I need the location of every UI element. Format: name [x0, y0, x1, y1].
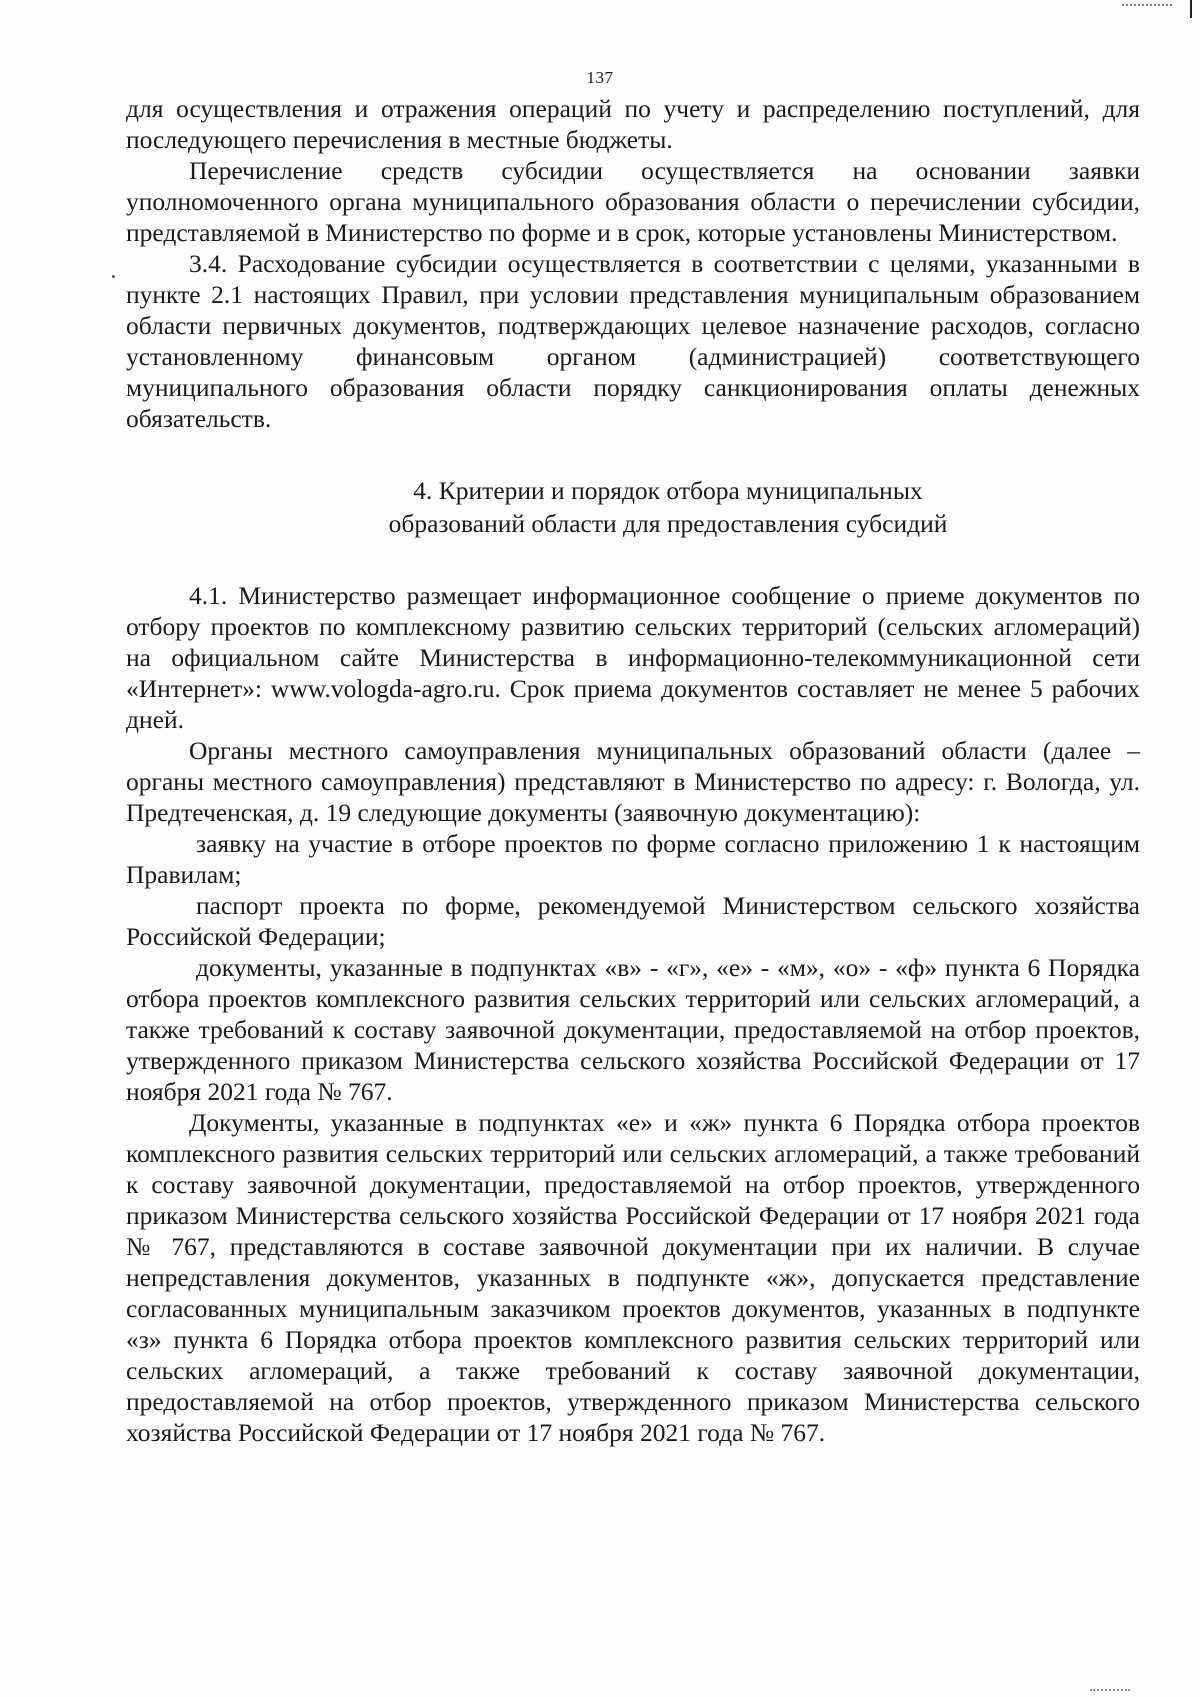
list-item-documents: документы, указанные в подпунктах «в» - «г», «е» - «м», «о» - «ф» пункта 6 Порядка отбора проектов комплексного развития сельских территорий или сельских агломераций, а также требований к составу заявочной документации, предоставляемой на отбор проектов, утвержденного приказом Министерства сельского хозяйства Российской Федерации от 17 ноября 2021 года № 767. [126, 953, 1140, 1106]
section-heading-line-2: образований области для предоставления субсидий [388, 509, 948, 538]
paragraph-continuation: для осуществления и отражения операций по учету и распределению поступлений, для последующего перечисления в местные бюджеты. [126, 94, 1140, 154]
scan-edge-mark [1190, 0, 1200, 18]
paragraph-local-authorities: Органы местного самоуправления муниципальных образований области (далее – органы местного самоуправления) представляют в Министерство по адресу: г. Вологда, ул. Предтеченская, д. 19 следующие документы (заявочную документацию): [126, 736, 1140, 827]
margin-dot [112, 275, 115, 278]
document-body [126, 93, 1140, 1448]
list-item-passport: паспорт проекта по форме, рекомендуемой Министерством сельского хозяйства Российской Федерации; [126, 891, 1140, 951]
scan-edge-dots-bottom [1090, 1685, 1130, 1691]
paragraph-documents-note: Документы, указанные в подпунктах «е» и «ж» пункта 6 Порядка отбора проектов комплексного развития сельских территорий или сельских агломераций, а также требований к составу заявочной документации, предоставляемой на отбор проектов, утвержденного приказом Министерства сельского хозяйства Российской Федерации от 17 ноября 2021 года № 767, представляются в составе заявочной документации при их наличии. В случае непредставления документов, указанных в подпункте «ж», допускается представление согласованных муниципальным заказчиком проектов документов, указанных в подпункте «з» пункта 6 Порядка отбора проектов комплексного развития сельских территорий или сельских агломераций, а также требований к составу заявочной документации, предоставляемой на отбор проектов, утвержденного приказом Министерства сельского хозяйства Российской Федерации от 17 ноября 2021 года № 767. [126, 1108, 1140, 1447]
scan-edge-dots [1122, 0, 1172, 6]
paragraph-4-1: 4.1. Министерство размещает информационное сообщение о приеме документов по отбору проектов по комплексному развитию сельских территорий (сельских агломераций) на официальном сайте Министерства в информационно-телекоммуникационной сети «Интернет»: www.vologda-agro.ru. Срок приема документов составляет не менее 5 рабочих дней. [126, 581, 1140, 734]
section-heading-line-1: 4. Критерии и порядок отбора муниципальных [413, 476, 923, 505]
paragraph-transfer: Перечисление средств субсидии осуществляется на основании заявки уполномоченного органа муниципального образования области о перечислении субсидии, представляемой в Министерство по форме и в срок, которые установлены Министерством. [126, 156, 1140, 247]
section-heading [126, 474, 1140, 540]
list-item-application: заявку на участие в отборе проектов по форме согласно приложению 1 к настоящим Правилам; [126, 829, 1140, 889]
page-number: 137 [586, 68, 614, 87]
paragraph-3-4: 3.4. Расходование субсидии осуществляется в соответствии с целями, указанными в пункте 2.1 настоящих Правил, при условии представления муниципальным образованием области первичных документов, подтверждающих целевое назначение расходов, согласно установленному финансовым органом (администрацией) соответствующего муниципального образования области порядку санкционирования оплаты денежных обязательств. [126, 249, 1140, 433]
